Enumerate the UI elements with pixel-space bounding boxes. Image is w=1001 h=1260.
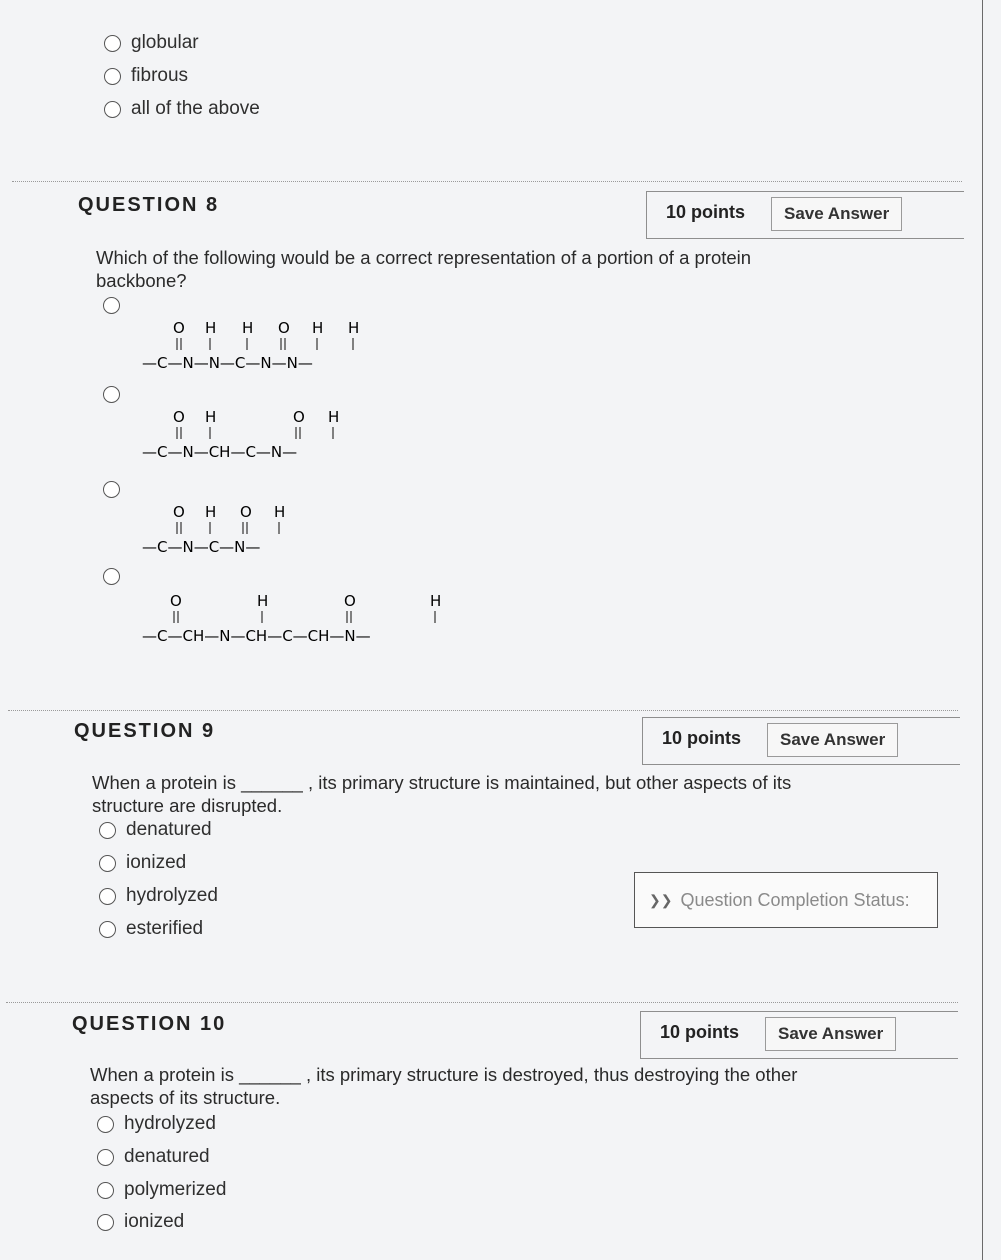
radio-button[interactable] <box>97 1214 114 1231</box>
option-hydrolyzed[interactable] <box>97 1113 216 1135</box>
question-9-points-box <box>642 717 960 765</box>
atom-label: H <box>274 503 286 521</box>
option-label: polymerized <box>124 1179 227 1200</box>
atom-label: O <box>293 408 305 426</box>
option-all-of-the-above[interactable] <box>104 98 260 120</box>
radio-button[interactable] <box>104 101 121 118</box>
atom-label: O <box>170 592 182 610</box>
question-10-points-box <box>640 1011 958 1059</box>
question-8-option-2-radio[interactable] <box>103 386 120 403</box>
radio-button[interactable] <box>97 1182 114 1199</box>
question-10-text-line-1: When a protein is ______ , its primary structure is destroyed, thus destroying the other <box>90 1064 798 1085</box>
option-label: hydrolyzed <box>124 1113 216 1134</box>
question-9-title: QUESTION 9 <box>74 720 216 742</box>
atom-label: H <box>205 503 217 521</box>
double-chevron-down-icon: ❯❯ <box>649 891 673 908</box>
question-9-text <box>92 771 791 817</box>
backbone-chain: —C—N—C—N— <box>142 538 261 556</box>
option-label: ionized <box>124 1211 185 1232</box>
radio-button[interactable] <box>97 1149 114 1166</box>
atom-label: H <box>257 592 269 610</box>
radio-button[interactable] <box>97 1116 114 1133</box>
radio-button[interactable] <box>99 921 116 938</box>
question-10-save-answer-button[interactable]: Save Answer <box>765 1017 896 1051</box>
atom-label: H <box>430 592 442 610</box>
radio-button[interactable] <box>99 888 116 905</box>
question-8-text <box>96 246 751 292</box>
option-fibrous[interactable] <box>104 65 188 87</box>
question-separator <box>12 181 962 182</box>
question-8-option-3-radio[interactable] <box>103 481 120 498</box>
question-completion-status-label: Question Completion Status: <box>680 889 910 910</box>
question-10-text <box>90 1063 797 1109</box>
question-8-points-box <box>646 191 964 239</box>
option-label: ionized <box>126 852 187 873</box>
atom-label: O <box>173 319 185 337</box>
backbone-chain: —C—N—CH—C—N— <box>142 443 298 461</box>
question-8-option-4-radio[interactable] <box>103 568 120 585</box>
bond-lines <box>174 611 435 623</box>
bond-lines <box>177 338 353 350</box>
atom-label: H <box>205 408 217 426</box>
question-8-title: QUESTION 8 <box>78 194 220 216</box>
option-ionized[interactable] <box>97 1211 184 1233</box>
question-8-option-2-structure <box>140 404 400 464</box>
option-polymerized[interactable] <box>97 1179 226 1201</box>
option-label: hydrolyzed <box>126 885 218 906</box>
question-10-title: QUESTION 10 <box>72 1013 227 1035</box>
option-denatured[interactable] <box>99 819 212 841</box>
option-hydrolyzed[interactable] <box>99 885 218 907</box>
option-globular[interactable] <box>104 32 199 54</box>
option-label: denatured <box>126 819 212 840</box>
option-label: denatured <box>124 1146 210 1167</box>
question-8-text-line-1: Which of the following would be a correct representation of a portion of a protein <box>96 247 752 268</box>
bond-lines <box>177 427 333 439</box>
radio-button[interactable] <box>104 68 121 85</box>
question-8-points: 10 points <box>666 202 746 222</box>
question-9-save-answer-button[interactable]: Save Answer <box>767 723 898 757</box>
question-10-points: 10 points <box>660 1022 740 1042</box>
option-ionized[interactable] <box>99 852 186 874</box>
question-9-text-line-2: structure are disrupted. <box>92 795 283 816</box>
option-label: esterified <box>126 918 204 939</box>
atom-label: H <box>205 319 217 337</box>
radio-button[interactable] <box>99 822 116 839</box>
option-label: fibrous <box>131 65 189 86</box>
question-9-points: 10 points <box>662 728 742 748</box>
atom-label: H <box>242 319 254 337</box>
atom-label: O <box>278 319 290 337</box>
bond-lines <box>177 522 279 534</box>
option-label: globular <box>131 32 199 53</box>
question-8-option-3-structure <box>140 499 400 559</box>
question-9-text-line-1: When a protein is ______ , its primary structure is maintained, but other aspects of its <box>92 772 792 793</box>
radio-button[interactable] <box>104 35 121 52</box>
atom-label: H <box>312 319 324 337</box>
atom-label: H <box>348 319 360 337</box>
question-separator <box>8 710 958 711</box>
option-esterified[interactable] <box>99 918 203 940</box>
question-8-option-1-structure <box>140 315 400 375</box>
question-8-save-answer-button[interactable]: Save Answer <box>771 197 902 231</box>
atom-label: O <box>173 503 185 521</box>
atom-label: O <box>344 592 356 610</box>
atom-label: O <box>240 503 252 521</box>
question-10-text-line-2: aspects of its structure. <box>90 1087 281 1108</box>
backbone-chain: —C—N—N—C—N—N— <box>142 354 313 372</box>
question-8-option-1-radio[interactable] <box>103 297 120 314</box>
atom-label: O <box>173 408 185 426</box>
question-8-text-line-2: backbone? <box>96 270 187 291</box>
question-separator <box>6 1002 958 1003</box>
option-denatured[interactable] <box>97 1146 210 1168</box>
atom-label: H <box>328 408 340 426</box>
option-label: all of the above <box>131 98 260 119</box>
question-8-option-4-structure <box>140 588 500 648</box>
radio-button[interactable] <box>99 855 116 872</box>
page-right-border <box>982 0 983 1260</box>
backbone-chain: —C—CH—N—CH—C—CH—N— <box>142 627 371 645</box>
question-completion-status[interactable] <box>634 872 938 928</box>
